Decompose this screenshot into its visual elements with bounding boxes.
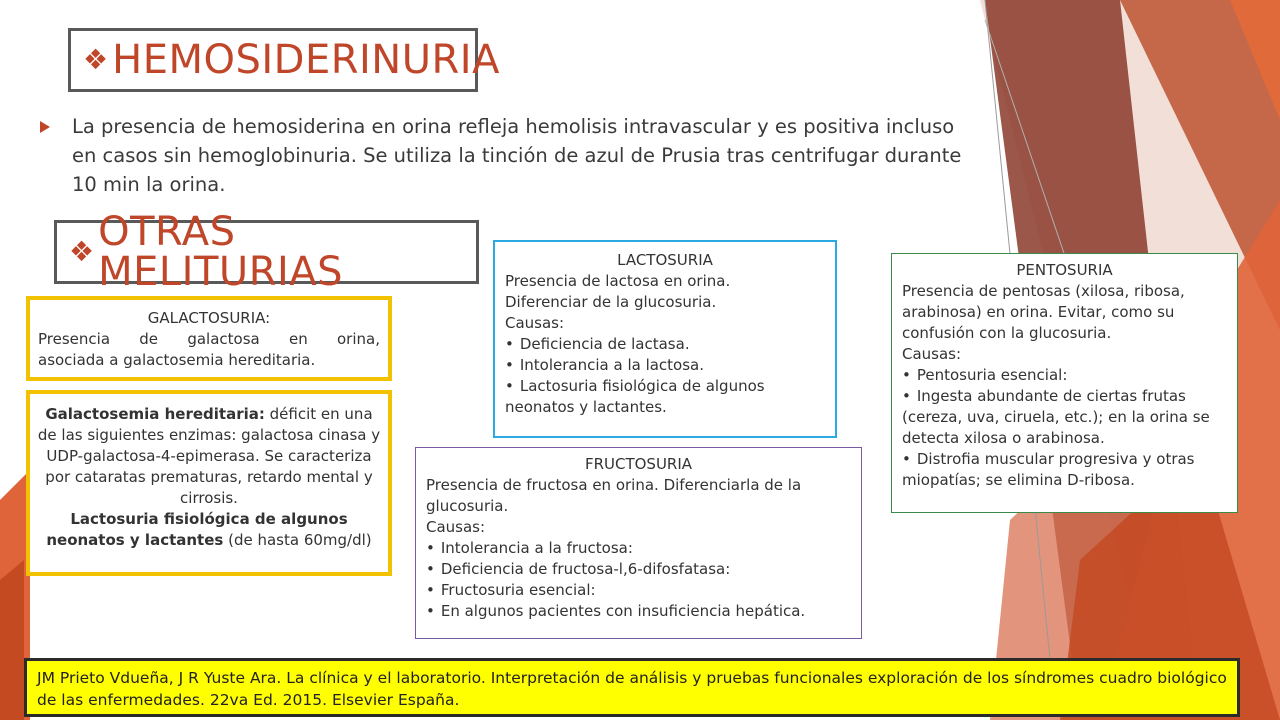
list-item: • Pentosuria esencial: xyxy=(902,365,1227,386)
lactosuria-box xyxy=(493,240,837,438)
list-item: • Distrofia muscular progresiva y otras miopatías; se elimina D-ribosa. xyxy=(902,449,1227,491)
lactosuria-fisiologica-term: Lactosuria fisiológica de algunos neonatos y lactantes xyxy=(46,510,348,549)
fructosuria-causes-list xyxy=(426,538,851,622)
otras-meliturias-title: OTRAS MELITURIAS xyxy=(98,209,344,295)
fructosuria-header: FRUCTOSURIA xyxy=(584,455,693,473)
lactosuria-causes-list xyxy=(505,334,825,418)
hemosiderinuria-title: HEMOSIDERINURIA xyxy=(112,37,500,83)
hemosiderinuria-text: La presencia de hemosiderina en orina refleja hemolisis intravascular y es positiva incluso en casos sin hemoglobinuria. Se utiliza la tinción de azul de Prusia tras centrifugar durante 10 min la orina. xyxy=(72,115,962,196)
lactosuria-line: Causas: xyxy=(505,314,565,332)
list-item: • Deficiencia de lactasa. xyxy=(505,334,825,355)
galactosuria-box xyxy=(26,296,392,381)
lactosuria-line: Diferenciar de la glucosuria. xyxy=(505,293,717,311)
list-item: • En algunos pacientes con insuficiencia hepática. xyxy=(426,601,851,622)
fructosuria-line: Presencia de fructosa en orina. Diferenciarla de la glucosuria. xyxy=(426,476,802,515)
fructosuria-box xyxy=(415,447,862,639)
lactosuria-line: Presencia de lactosa en orina. xyxy=(505,272,731,290)
galactosemia-term: Galactosemia hereditaria: xyxy=(45,405,265,423)
pentosuria-line: Presencia de pentosas (xilosa, ribosa, arabinosa) en orina. Evitar, como su confusión con la glucosuria. xyxy=(902,282,1185,342)
pentosuria-causes-list xyxy=(902,365,1227,491)
hemosiderinuria-paragraph xyxy=(40,112,980,199)
list-item: • Intolerancia a la fructosa: xyxy=(426,538,851,559)
diamond-bullet-icon: ❖ xyxy=(83,43,109,76)
list-item: • Intolerancia a la lactosa. xyxy=(505,355,825,376)
pentosuria-line: Causas: xyxy=(902,345,962,363)
diamond-bullet-icon: ❖ xyxy=(69,235,95,268)
otras-meliturias-title-box xyxy=(54,209,479,295)
facet-shape xyxy=(0,560,24,720)
pentosuria-header: PENTOSURIA xyxy=(1016,261,1113,279)
galactosuria-line2: asociada a galactosemia hereditaria. xyxy=(38,351,316,369)
galactosuria-header: GALACTOSURIA: xyxy=(147,309,271,327)
fructosuria-line: Causas: xyxy=(426,518,486,536)
pentosuria-box xyxy=(891,253,1238,513)
lactosuria-header: LACTOSURIA xyxy=(617,251,713,269)
reference-text: JM Prieto Vdueña, J R Yuste Ara. La clínica y el laboratorio. Interpretación de análisis y pruebas funcionales exploración de los síndromes cuadro biológico de las enfermedades. 22va Ed. 2015. Elsevier España. xyxy=(37,669,1227,709)
lactosuria-fisiologica-note: (de hasta 60mg/dl) xyxy=(223,531,372,549)
galactosemia-description: déficit en una de las siguientes enzimas: galactosa cinasa y UDP-galactosa-4-epimerasa. Se caracteriza por cataratas prematuras, retardo mental y cirrosis. xyxy=(37,405,381,507)
list-item: • Fructosuria esencial: xyxy=(426,580,851,601)
hemosiderinuria-title-box xyxy=(68,28,500,92)
list-item: • Deficiencia de fructosa-l,6-difosfatasa: xyxy=(426,559,851,580)
galactosemia-box xyxy=(26,390,392,576)
galactosuria-line1: Presencia de galactosa en orina, xyxy=(38,330,380,348)
reference-box xyxy=(24,658,1240,717)
list-item: • Lactosuria fisiológica de algunos neonatos y lactantes. xyxy=(505,376,825,418)
list-item: • Ingesta abundante de ciertas frutas (cereza, uva, ciruela, etc.); en la orina se detecta xilosa o arabinosa. xyxy=(902,386,1227,449)
arrow-bullet-icon xyxy=(40,121,50,133)
